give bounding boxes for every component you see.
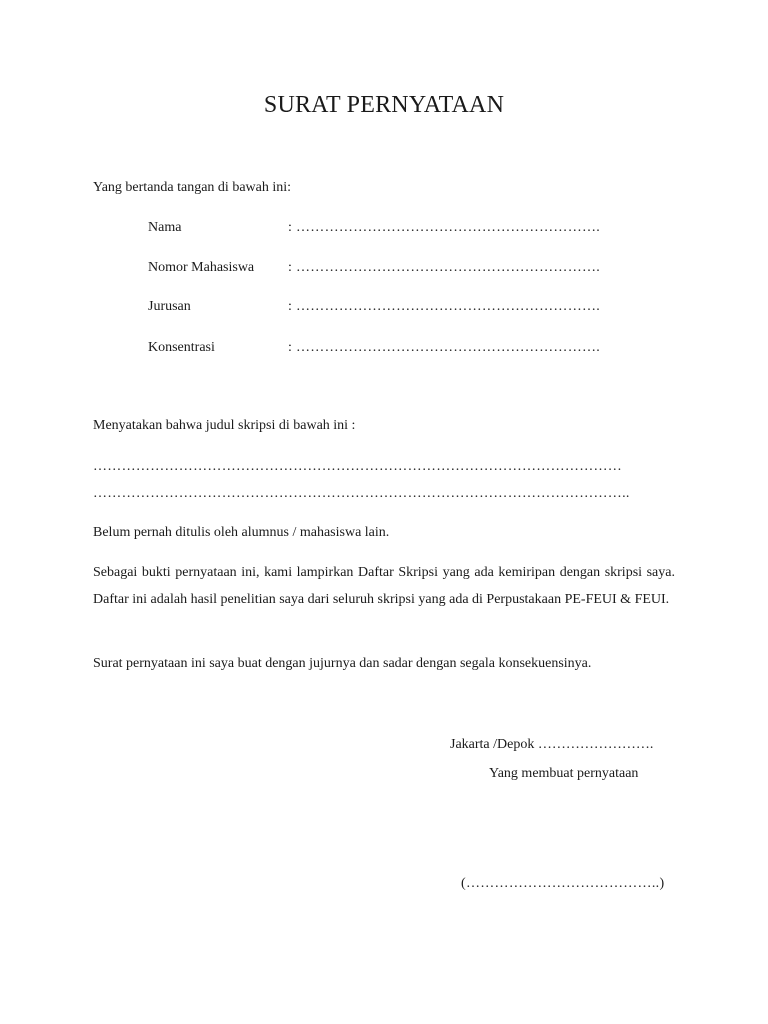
- thesis-title-line: …………………………………………………………………………………………………..: [93, 486, 630, 501]
- statement-text: Menyatakan bahwa judul skripsi di bawah ini :: [93, 418, 356, 433]
- field-label-nomor-mahasiswa: Nomor Mahasiswa: [148, 260, 255, 275]
- field-label-jurusan: Jurusan: [148, 299, 191, 314]
- field-label-nama: Nama: [148, 220, 182, 235]
- field-value-nomor-mahasiswa: : ……………………………………………………….: [288, 260, 601, 275]
- closing-text: Surat pernyataan ini saya buat dengan jujurnya dan sadar dengan segala konsekuensinya.: [93, 656, 592, 671]
- not-written-text: Belum pernah ditulis oleh alumnus / mahasiswa lain.: [93, 525, 390, 540]
- signature-line: (…………………………………..): [461, 876, 665, 891]
- thesis-title-line: …………………………………………………………………………………………………: [93, 459, 623, 474]
- field-value-nama: : ……………………………………………………….: [288, 220, 601, 235]
- signer-label: Yang membuat pernyataan: [489, 766, 639, 781]
- field-label-konsentrasi: Konsentrasi: [148, 340, 215, 355]
- field-value-jurusan: : ……………………………………………………….: [288, 299, 601, 314]
- proof-paragraph: Sebagai bukti pernyataan ini, kami lampirkan Daftar Skripsi yang ada kemiripan dengan skripsi saya. Daftar ini adalah hasil penelitian saya dari seluruh skripsi yang ada di Perpustakaan PE-FEUI & FEUI.: [93, 565, 675, 607]
- intro-text: Yang bertanda tangan di bawah ini:: [93, 180, 292, 195]
- document-title: SURAT PERNYATAAN: [263, 92, 505, 118]
- field-value-konsentrasi: : ……………………………………………………….: [288, 340, 601, 355]
- place-date-line: Jakarta /Depok …………………….: [450, 737, 654, 752]
